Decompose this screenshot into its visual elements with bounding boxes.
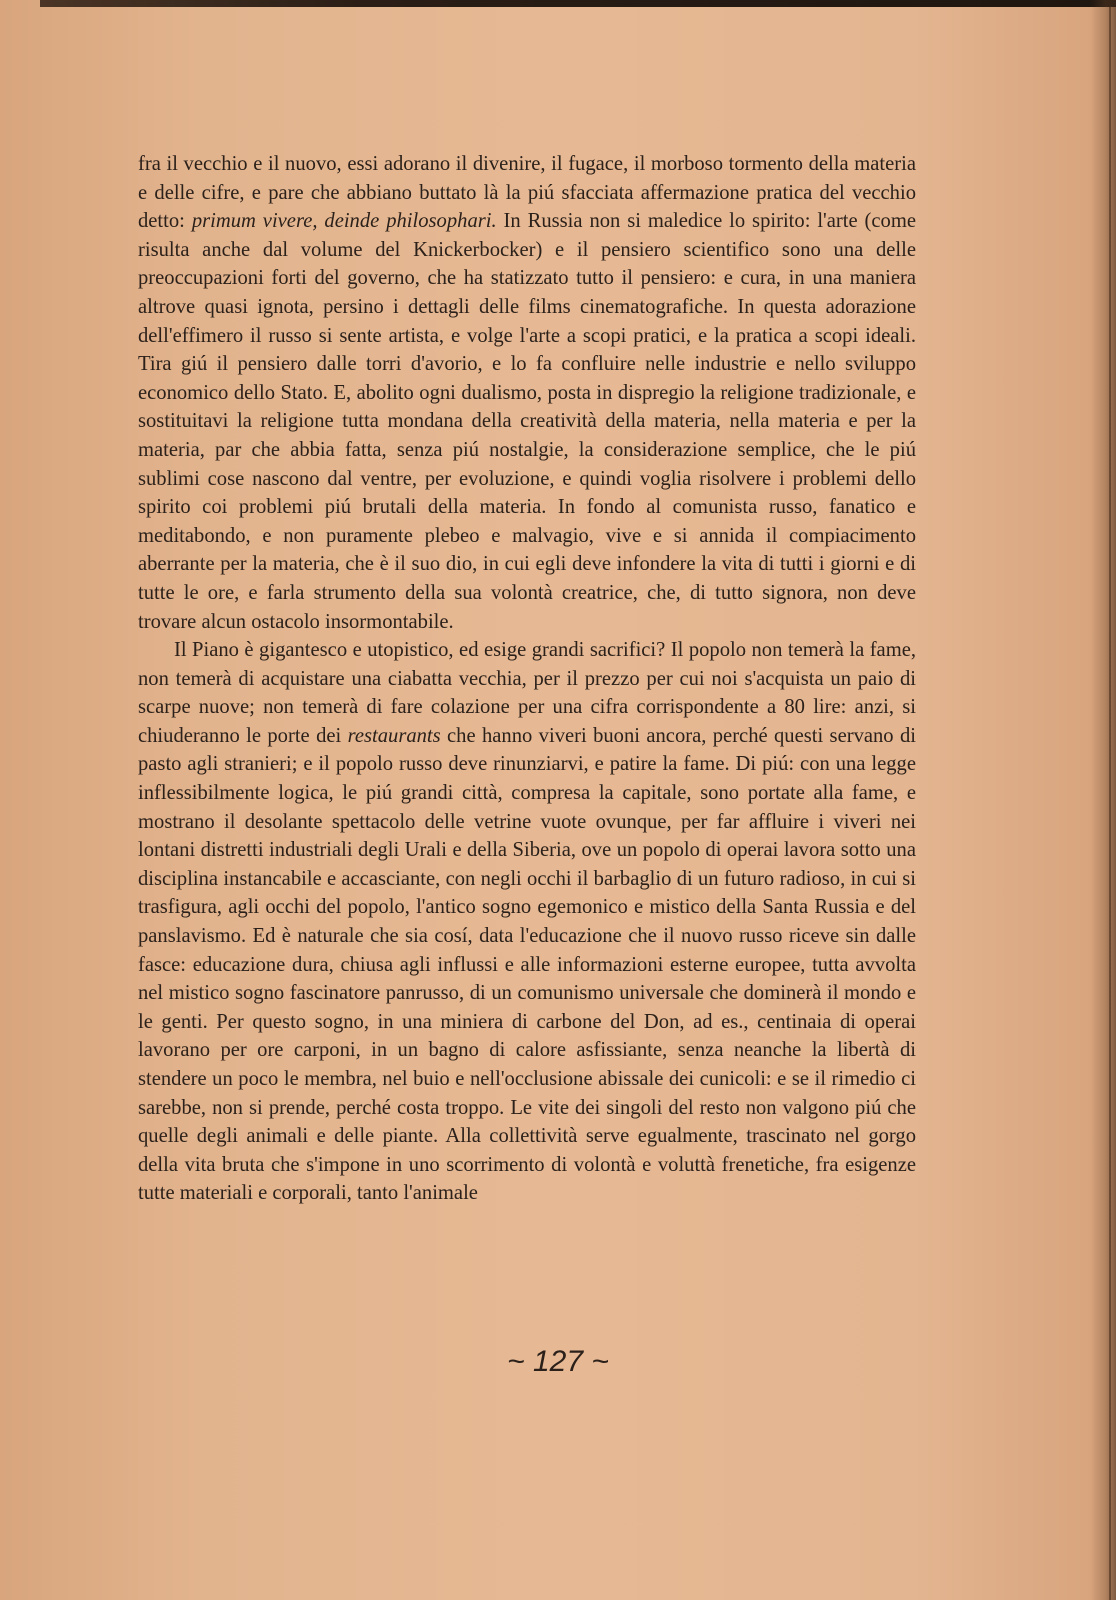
text-run: che hanno viveri buoni ancora, perché questi servano di pasto agli stranieri; e il popolo russo deve rinunziarvi, e patire la fame. Di piú: con una legge inflessibilmente logica, le piú grandi città, compresa la capitale, sono portate alla fame, e mostrano il desolante spettacolo delle vetrine vuote ovunque, per far affluire i viveri nei lontani distretti industriali degli Urali e della Siberia, ove un popolo di operai lavora sotto una disciplina instancabile e accasciante, con negli occhi il barbaglio di un futuro radioso, in cui si trasfigura, agli occhi del popolo, l'antico sogno egemonico e mistico della Santa Russia e del panslavismo. Ed è naturale che sia cosí, data l'educazione che il nuovo russo riceve sin dalle fasce: educazione dura, chiusa agli influssi e alle informazioni esterne europee, tutta avvolta nel mistico sogno fascinatore panrusso, di un comunismo universale che dominerà il mondo e le genti. Per questo sogno, in una miniera di carbone del Don, ad es., centinaia di operai lavorano per ore carponi, in un bagno di calore asfissiante, senza neanche la libertà di stendere un poco le membra, nel buio e nell'occlusione abissale dei cunicoli: e se il rimedio ci sarebbe, non si prende, perché costa troppo. Le vite dei singoli del resto non valgono piú che quelle degli animali e delle piante. Alla collettività serve egualmente, trascinato nel gorgo della vita bruta che s'impone in uno scorrimento di volontà e voluttà frenetiche, fra esigenze tutte materiali e corporali, tanto l'animale [138, 724, 916, 1205]
page-number: ~ 127 ~ [507, 1345, 609, 1378]
foreign-word: restaurants [347, 724, 441, 747]
text-run: Il Piano è gigantesco e utopistico, ed esige grandi sacrifici? Il popolo non temerà la fame, non temerà di acquistare una ciabatta vecchia, per il prezzo per cui noi s'acquista un paio di scarpe nuove; non temerà di fare colazione per una cifra corrispondente a 80 lire: anzi, si chiuderanno le porte dei [138, 639, 916, 747]
paragraph-2 [138, 636, 916, 1208]
text-run: fra il vecchio e il nuovo, essi adorano il divenire, il fugace, il morboso tormento della materia e delle cifre, e pare che abbiano buttato là la piú sfacciata affermazione pratica del vecchio detto: [138, 153, 916, 233]
text-run: In Russia non si maledice lo spirito: l'arte (come risulta anche dal volume del Knickerbocker) e il pensiero scientifico sono una delle preoccupazioni forti del governo, che ha statizzato tutto il pensiero: e cura, in una maniera altrove quasi ignota, persino i dettagli delle films cinematografiche. In questa adorazione dell'effimero il russo si sente artista, e volge l'arte a scopi pratici, e la pratica a scopi ideali. Tira giú il pensiero dalle torri d'avorio, e lo fa confluire nelle industrie e nello sviluppo economico dello Stato. E, abolito ogni dualismo, posta in dispregio la religione tradizionale, e sostituitavi la religione tutta mondana della creatività della materia, nella materia e per la materia, par che abbia fatta, senza piú nostalgie, la considerazione semplice, che le piú sublimi cose nascono dal ventre, per evoluzione, e quindi voglia risolvere i problemi dello spirito coi problemi piú brutali della materia. In fondo al comunista russo, fanatico e meditabondo, e non puramente plebeo e malvagio, vive e si annida il compiacimento aberrante per la materia, che è il suo dio, in cui egli deve infondere la vita di tutti i giorni e di tutte le ore, e farla strumento della sua volontà creatrice, che, di tutto signora, non deve trovare alcun ostacolo insormontabile. [138, 210, 916, 633]
latin-phrase: primum vivere, deinde philosophari. [191, 210, 497, 233]
top-shadow-edge [40, 0, 1116, 7]
body-text [138, 150, 916, 1208]
paragraph-1 [138, 150, 916, 636]
